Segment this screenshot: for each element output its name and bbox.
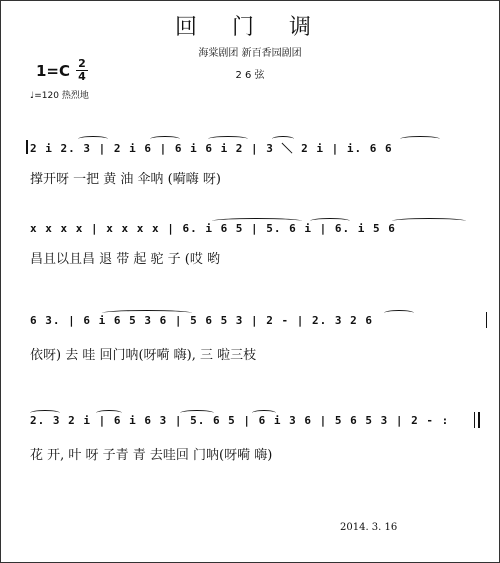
slur [30, 410, 60, 416]
repeat-start-barline [26, 140, 28, 154]
music-line-2: x x x x | x x x x | 6. i 6 5 | 5. 6 i | 6. i 5 6 [30, 222, 396, 235]
slur [208, 136, 248, 142]
slur [150, 136, 180, 142]
music-line-3: 6 3. | 6 i 6 5 3 6 | 5 6 5 3 | 2 - | 2. 3 2 6 [30, 314, 374, 327]
final-barline [478, 412, 480, 428]
slur [96, 410, 122, 416]
music-line-4: 2. 3 2 i | 6 i 6 3 | 5. 6 5 | 6 i 3 6 | 5 6 5 3 | 2 - : [30, 414, 450, 427]
slur [384, 310, 414, 316]
slur [272, 136, 294, 142]
string-tuning: 2 6 弦 [235, 70, 265, 81]
slur [400, 136, 440, 142]
slur [392, 218, 466, 224]
slur [78, 136, 108, 142]
slur [310, 218, 350, 224]
line-end-barline [486, 312, 487, 328]
time-signature-top: 2 [78, 57, 86, 70]
tempo-marking: ♩=120 热烈地 [30, 91, 89, 101]
lyric-line-1: 撑开呀 一把 黄 油 伞呐 (嗬嗨 呀) [30, 172, 221, 187]
lyric-line-3: 依呀) 去 哇 回门呐(呀嗬 嗨), 三 啦三枝 [30, 348, 257, 363]
page-title: 回 门 调 [175, 15, 325, 40]
slur [212, 218, 302, 224]
lyric-line-2: 昌且以且昌 退 带 起 驼 子 (哎 哟 [30, 252, 220, 267]
key-signature: 1=C [36, 62, 71, 80]
final-barline-thin [474, 412, 475, 428]
music-line-1: 2 i 2. 3 | 2 i 6 | 6 i 6 i 2 | 3 ＼ 2 i | i. 6 6 [30, 142, 393, 155]
slur [102, 310, 192, 316]
slur [180, 410, 214, 416]
time-signature-bottom: 4 [78, 70, 86, 83]
slur [252, 410, 276, 416]
troupe-credits: 海棠剧团 新百香园剧团 [198, 48, 302, 59]
lyric-line-4: 花 开, 叶 呀 子青 青 去哇回 门呐(呀嗬 嗨) [30, 448, 273, 463]
date-stamp: 2014. 3. 16 [340, 522, 398, 533]
